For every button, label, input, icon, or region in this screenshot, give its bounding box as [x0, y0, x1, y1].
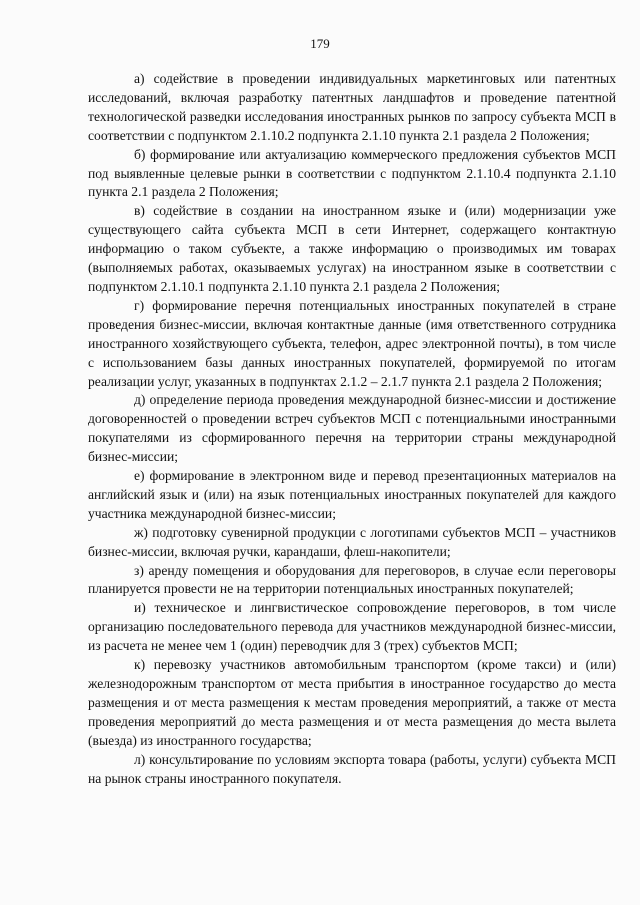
paragraph-d: д) определение периода проведения международной бизнес-миссии и достижение договоренностей о проведении встреч субъектов МСП с потенциальными иностранными покупателями из сформированного перечня на территории страны международной бизнес-миссии;: [88, 392, 616, 465]
paragraph-z: з) аренду помещения и оборудования для переговоров, в случае если переговоры планируется провести не на территории потенциальных иностранных покупателей;: [88, 562, 616, 597]
paragraph-b: б) формирование или актуализацию коммерческого предложения субъектов МСП под выявленные целевые рынки в соответствии с подпунктом 2.1.10.4 подпункта 2.1.10 пункта 2.1 раздела 2 Положения;: [88, 146, 616, 200]
paragraph-zh: ж) подготовку сувенирной продукции с логотипами субъектов МСП – участников бизнес-миссии, включая ручки, карандаши, флеш-накопители;: [88, 524, 616, 559]
paragraph-e: е) формирование в электронном виде и перевод презентационных материалов на английский язык и (или) на язык потенциальных иностранных покупателей для каждого участника международной бизнес-миссии;: [88, 468, 616, 521]
paragraph-i: и) техническое и лингвистическое сопровождение переговоров, в том числе организацию последовательного перевода для участников международной бизнес-миссии, из расчета не менее чем 1 (один) переводчик для 3 (трех) субъектов МСП;: [88, 600, 616, 654]
paragraph-g: г) формирование перечня потенциальных иностранных покупателей в стране проведения бизнес-миссии, включая контактные данные (имя ответственного сотрудника иностранного хозяйствующего субъекта, телефон, адрес электронной почты), в том числе с использованием базы данных иностранных покупателей, формируемой по итогам реализации услуг, указанных в подпунктах 2.1.2 – 2.1.7 пункта 2.1 раздела 2 Положения;: [88, 297, 616, 389]
paragraph-l: л) консультирование по условиям экспорта товара (работы, услуги) субъекта МСП на рынок страны иностранного покупателя.: [88, 751, 616, 786]
paragraph-k: к) перевозку участников автомобильным транспортом (кроме такси) и (или) железнодорожным транспортом от места прибытия в иностранное государство до места размещения и от места размещения к местам проведения мероприятий, а также от места проведения мероприятий до места размещения и от места размещения до места вылета (выезда) из иностранного государства;: [88, 657, 616, 748]
paragraph-a: а) содействие в проведении индивидуальных маркетинговых или патентных исследований, включая разработку патентных ландшафтов и проведение патентной технологической разведки исследования иностранных рынков по запросу субъекта МСП в соответствии с подпунктом 2.1.10.2 подпункта 2.1.10 пункта 2.1 раздела 2 Положения;: [88, 71, 616, 143]
document-body: [88, 70, 616, 788]
paragraph-v: в) содействие в создании на иностранном языке и (или) модернизации уже существующего сайта субъекта МСП в сети Интернет, содержащего контактную информацию о таком субъекте, а также информацию о производимых им товарах (выполняемых работах, оказываемых услугах) на иностранном языке в соответствии с подпунктом 2.1.10.1 подпункта 2.1.10 пункта 2.1 раздела 2 Положения;: [88, 203, 616, 294]
page-number: 179: [310, 36, 330, 51]
